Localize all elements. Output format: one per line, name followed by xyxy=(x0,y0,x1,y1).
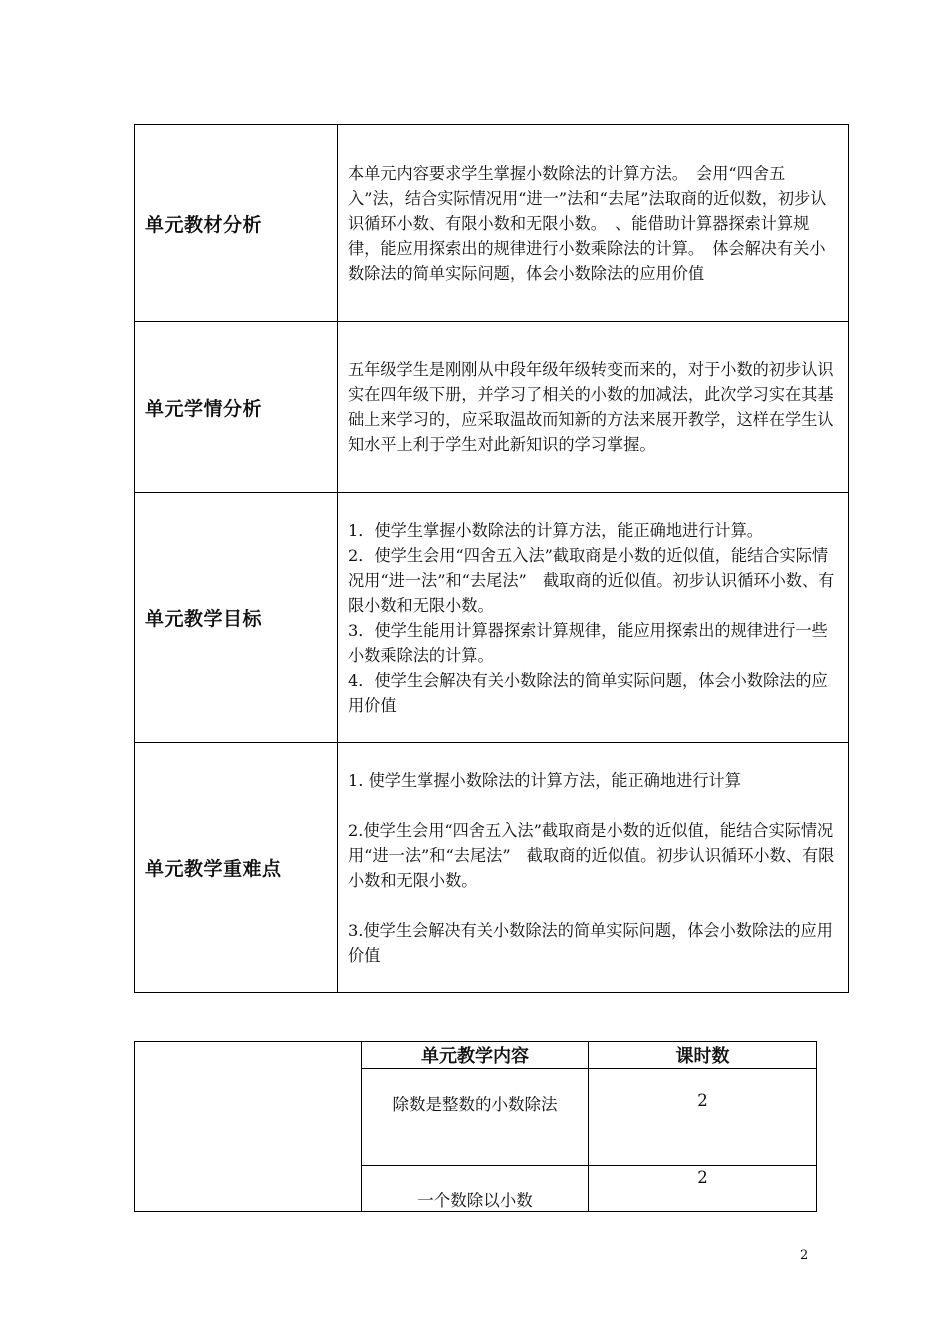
paragraph: 五年级学生是刚刚从中段年级年级转变而来的，对于小数的初步认识实在四年级下册，并学习了相关的小数的加减法，此次学习实在其基础上来学习的，应采取温故而知新的方法来展开教学，这样在学生认知水平上利于学生对此新知识的学习掌握。 xyxy=(348,360,834,454)
blank-side-cell xyxy=(135,1042,362,1212)
unit-plan-table xyxy=(134,124,849,993)
hours-cell: 2 xyxy=(589,1069,817,1166)
hours-cell: 2 xyxy=(589,1166,817,1212)
row-student-analysis xyxy=(135,322,849,493)
class-hours-table xyxy=(134,1041,817,1212)
row-key-points xyxy=(135,743,849,993)
text-key-points xyxy=(338,743,849,993)
goal-item: 1．使学生掌握小数除法的计算方法，能正确地进行计算。 xyxy=(348,520,763,540)
header-row xyxy=(135,1042,817,1069)
goal-item: 2．使学生会用“四舍五入法”截取商是小数的近似值，能结合实际情况用“进一法”和“去尾法” 截取商的近似值。初步认识循环小数、有限小数和无限小数。 xyxy=(348,545,835,615)
blank-line xyxy=(348,793,839,818)
text-material-analysis xyxy=(338,125,849,322)
key-point-item: 2.使学生会用“四舍五入法”截取商是小数的近似值，能结合实际情况用“进一法”和“去尾法” 截取商的近似值。初步认识循环小数、有限小数和无限小数。 xyxy=(348,820,835,890)
header-hours: 课时数 xyxy=(589,1042,817,1069)
label-teaching-goals: 单元教学目标 xyxy=(135,493,338,743)
content-cell: 一个数除以小数 xyxy=(362,1166,589,1212)
label-key-points: 单元教学重难点 xyxy=(135,743,338,993)
header-content: 单元教学内容 xyxy=(362,1042,589,1069)
row-teaching-goals xyxy=(135,493,849,743)
goal-item: 3．使学生能用计算器探索计算规律，能应用探索出的规律进行一些小数乘除法的计算。 xyxy=(348,620,828,665)
text-teaching-goals xyxy=(338,493,849,743)
label-student-analysis: 单元学情分析 xyxy=(135,322,338,493)
label-material-analysis: 单元教材分析 xyxy=(135,125,338,322)
paragraph: 本单元内容要求学生掌握小数除法的计算方法。 会用“四舍五入”法，结合实际情况用“进一”法和“去尾”法取商的近似数，初步认识循环小数、有限小数和无限小数。 、能借助计算器探索计算规律，能应用探索出的规律进行小数乘除法的计算。 体会解决有关小数除法的简单实际问题，体会小数除法的应用价值 xyxy=(348,163,827,283)
row-material-analysis xyxy=(135,125,849,322)
page-number: 2 xyxy=(800,1248,809,1263)
text-student-analysis xyxy=(338,322,849,493)
content-cell: 除数是整数的小数除法 xyxy=(362,1069,589,1166)
blank-line xyxy=(348,893,839,918)
goal-item: 4．使学生会解决有关小数除法的简单实际问题，体会小数除法的应用价值 xyxy=(348,670,828,715)
key-point-item: 1. 使学生掌握小数除法的计算方法，能正确地进行计算 xyxy=(348,770,741,790)
key-point-item: 3.使学生会解决有关小数除法的简单实际问题，体会小数除法的应用价值 xyxy=(348,920,833,965)
